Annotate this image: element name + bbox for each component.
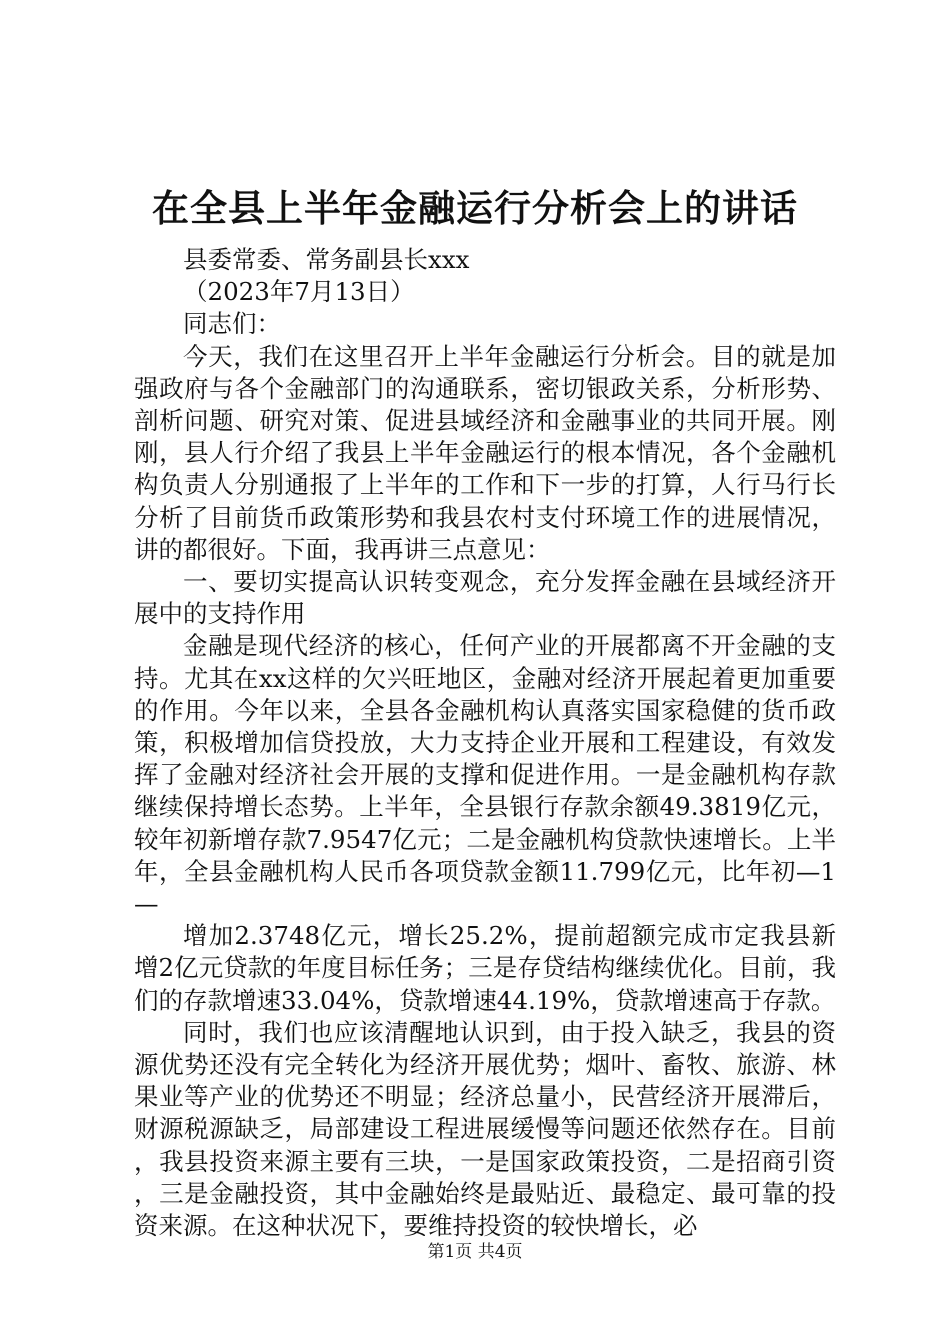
speaker-line: 县委常委、常务副县长xxx [183, 245, 470, 274]
date-line: （2023年7月13日） [183, 277, 415, 307]
paragraph-finance-core: 金融是现代经济的核心，任何产业的开展都离不开金融的支持。尤其在xx这样的欠兴旺地区，金融对经济开展起着更加重要的作用。今年以来，全县各金融机构认真落实国家稳健的货币政策，积极增加信贷投放，大力支持企业开展和工程建设，有效发挥了金融对经济社会开展的支撑和促进作用。一是金融机构存款继续保持增长态势。上半年，全县银行存款余额49.3819亿元，较年初新增存款7.9547亿元；二是金融机构贷款快速增长。上半年，全县金融机构人民币各项贷款金额11.799亿元，比年初—1— [134, 631, 836, 919]
paragraph-problems: 同时，我们也应该清醒地认识到，由于投入缺乏，我县的资源优势还没有完全转化为经济开展优势；烟叶、畜牧、旅游、林果业等产业的优势还不明显；经济总量小，民营经济开展滞后，财源税源缺乏，局部建设工程进展缓慢等问题还依然存在。目前，我县投资来源主要有三块，一是国家政策投资，二是招商引资，三是金融投资，其中金融始终是最贴近、最稳定、最可靠的投资来源。在这种状况下，要维持投资的较快增长，必 [134, 1017, 836, 1241]
salutation-line: 同志们： [183, 309, 281, 339]
document-title: 在全县上半年金融运行分析会上的讲话 [152, 186, 798, 230]
page-number-footer: 第1页 共4页 [427, 1242, 523, 1262]
paragraph-loan-growth: 增加2.3748亿元，增长25.2%，提前超额完成市定我县新增2亿元贷款的年度目标任务；三是存贷结构继续优化。目前，我们的存款增速33.04%，贷款增速44.19%，贷款增速高于存款。 [134, 921, 836, 1015]
document-body [134, 244, 836, 1242]
paragraph-intro: 今天，我们在这里召开上半年金融运行分析会。目的就是加强政府与各个金融部门的沟通联系，密切银政关系，分析形势、剖析问题、研究对策、促进县域经济和金融事业的共同开展。刚刚，县人行介绍了我县上半年金融运行的根本情况，各个金融机构负责人分别通报了上半年的工作和下一步的打算，人行马行长分析了目前货币政策形势和我县农村支付环境工作的进展情况，讲的都很好。下面，我再讲三点意见： [134, 341, 836, 564]
paragraph-heading-1: 一、要切实提高认识转变观念，充分发挥金融在县域经济开展中的支持作用 [134, 567, 836, 629]
